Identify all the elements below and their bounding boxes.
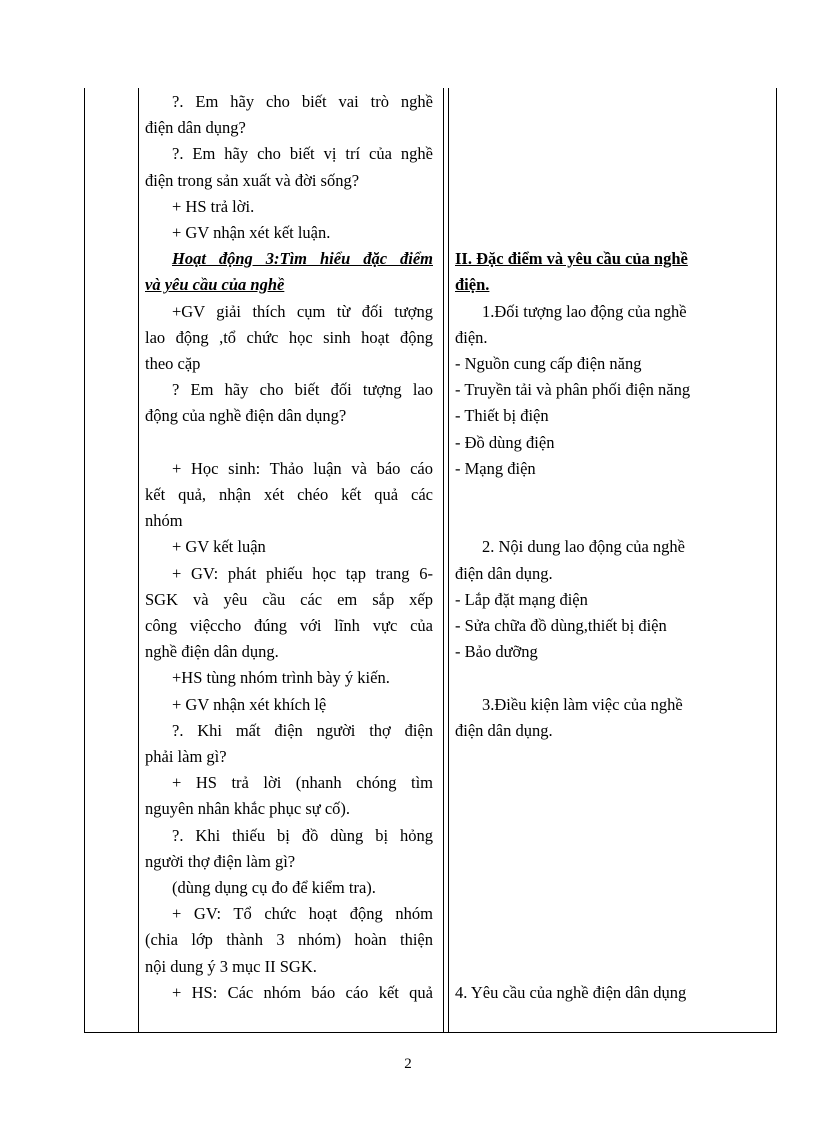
- activity-text-line: + HS trả lời (nhanh chóng tìm: [172, 773, 433, 793]
- table-bottom-border: [84, 1032, 777, 1033]
- content-text-line: 4. Yêu cầu của nghề điện dân dụng: [455, 982, 687, 1002]
- activity-text-line: + GV nhận xét kết luận.: [172, 223, 331, 242]
- table-column-divider-2a: [443, 88, 444, 1033]
- activity-text-line: + Học sinh: Thảo luận và báo cáo: [172, 458, 433, 478]
- activity-heading-line: Hoạt động 3:Tìm hiểu đặc điểm: [172, 249, 433, 269]
- activity-text-line: + HS: Các nhóm báo cáo kết quả: [172, 982, 433, 1002]
- activity-text-line: (chia lớp thành 3 nhóm) hoàn thiện: [145, 930, 433, 950]
- activity-text-line: ?. Em hãy cho biết vai trò nghề: [172, 92, 433, 111]
- activity-text-line: SGK và yêu cầu các em sắp xếp: [145, 589, 433, 609]
- content-text-line: điện dân dụng.: [455, 563, 553, 583]
- activity-text-line: ?. Em hãy cho biết vị trí của nghề: [172, 144, 433, 164]
- content-text-line: điện dân dụng.: [455, 720, 553, 740]
- activity-text-line: + GV: Tổ chức hoạt động nhóm: [172, 904, 433, 924]
- activity-text-line: điện trong sản xuất và đời sống?: [145, 170, 360, 190]
- content-text-line: - Truyền tải và phân phối điện năng: [455, 380, 691, 400]
- content-text-line: - Lắp đặt mạng điện: [455, 589, 588, 609]
- activity-text-line: ? Em hãy cho biết đối tượng lao: [172, 380, 433, 400]
- content-text-line: 1.Đối tượng lao động của nghề: [482, 301, 687, 321]
- activity-text-line: + GV nhận xét khích lệ: [172, 694, 327, 714]
- table-border-right: [776, 88, 777, 1033]
- activity-text-line: theo cặp: [145, 354, 201, 373]
- content-text-line: - Đồ dùng điện: [455, 432, 555, 452]
- page-number: 2: [404, 1056, 412, 1072]
- activity-text-line: người thợ điện làm gì?: [145, 851, 296, 871]
- activity-text-line: lao động ,tổ chức học sinh hoạt động: [145, 327, 433, 347]
- activity-text-line: nguyên nhân khắc phục sự cố).: [145, 799, 351, 819]
- activity-heading-line: và yêu cầu của nghề: [145, 275, 285, 295]
- activity-text-line: nghề điện dân dụng.: [145, 642, 279, 662]
- content-text-line: - Bảo dưỡng: [455, 642, 538, 662]
- activity-text-line: (dùng dụng cụ đo để kiểm tra).: [172, 878, 376, 897]
- content-text-line: - Sửa chữa đồ dùng,thiết bị điện: [455, 616, 667, 635]
- activity-text-line: +HS tùng nhóm trình bày ý kiến.: [172, 668, 390, 688]
- activity-text-line: phải làm gì?: [145, 747, 227, 766]
- activity-text-line: [145, 432, 433, 454]
- activity-text-line: kết quả, nhận xét chéo kết quả các: [145, 485, 433, 504]
- activity-text-line: +GV giải thích cụm từ đối tượng: [172, 301, 433, 321]
- content-text-line: - Nguồn cung cấp điện năng: [455, 354, 642, 373]
- activity-text-line: ?. Khi thiếu bị đồ dùng bị hỏng: [172, 825, 433, 845]
- content-text-line: - Thiết bị điện: [455, 406, 549, 426]
- activity-text-line: nội dung ý 3 mục II SGK.: [145, 956, 317, 976]
- table-column-divider-2b: [448, 88, 449, 1033]
- activity-text-line: + HS trả lời.: [172, 196, 255, 216]
- content-text-line: 3.Điều kiện làm việc của nghề: [482, 694, 683, 714]
- activity-text-line: ?. Khi mất điện người thợ điện: [172, 720, 433, 740]
- table-column-divider-1: [138, 88, 139, 1033]
- table-border-left: [84, 88, 85, 1033]
- section-heading-line: điện.: [455, 275, 490, 295]
- section-heading-line: II. Đặc điểm và yêu cầu của nghề: [455, 249, 688, 269]
- activity-text-line: + GV: phát phiếu học tạp trang 6-: [172, 563, 433, 583]
- activity-text-line: công việccho đúng với lĩnh vực của: [145, 616, 433, 635]
- content-text-line: 2. Nội dung lao động của nghề: [482, 537, 686, 557]
- activity-text-line: nhóm: [145, 511, 183, 531]
- activity-text-line: động của nghề điện dân dụng?: [145, 406, 347, 426]
- activity-text-line: điện dân dụng?: [145, 118, 246, 138]
- content-text-line: điện.: [455, 327, 488, 347]
- content-text-line: - Mạng điện: [455, 458, 536, 478]
- activity-text-line: + GV kết luận: [172, 537, 266, 557]
